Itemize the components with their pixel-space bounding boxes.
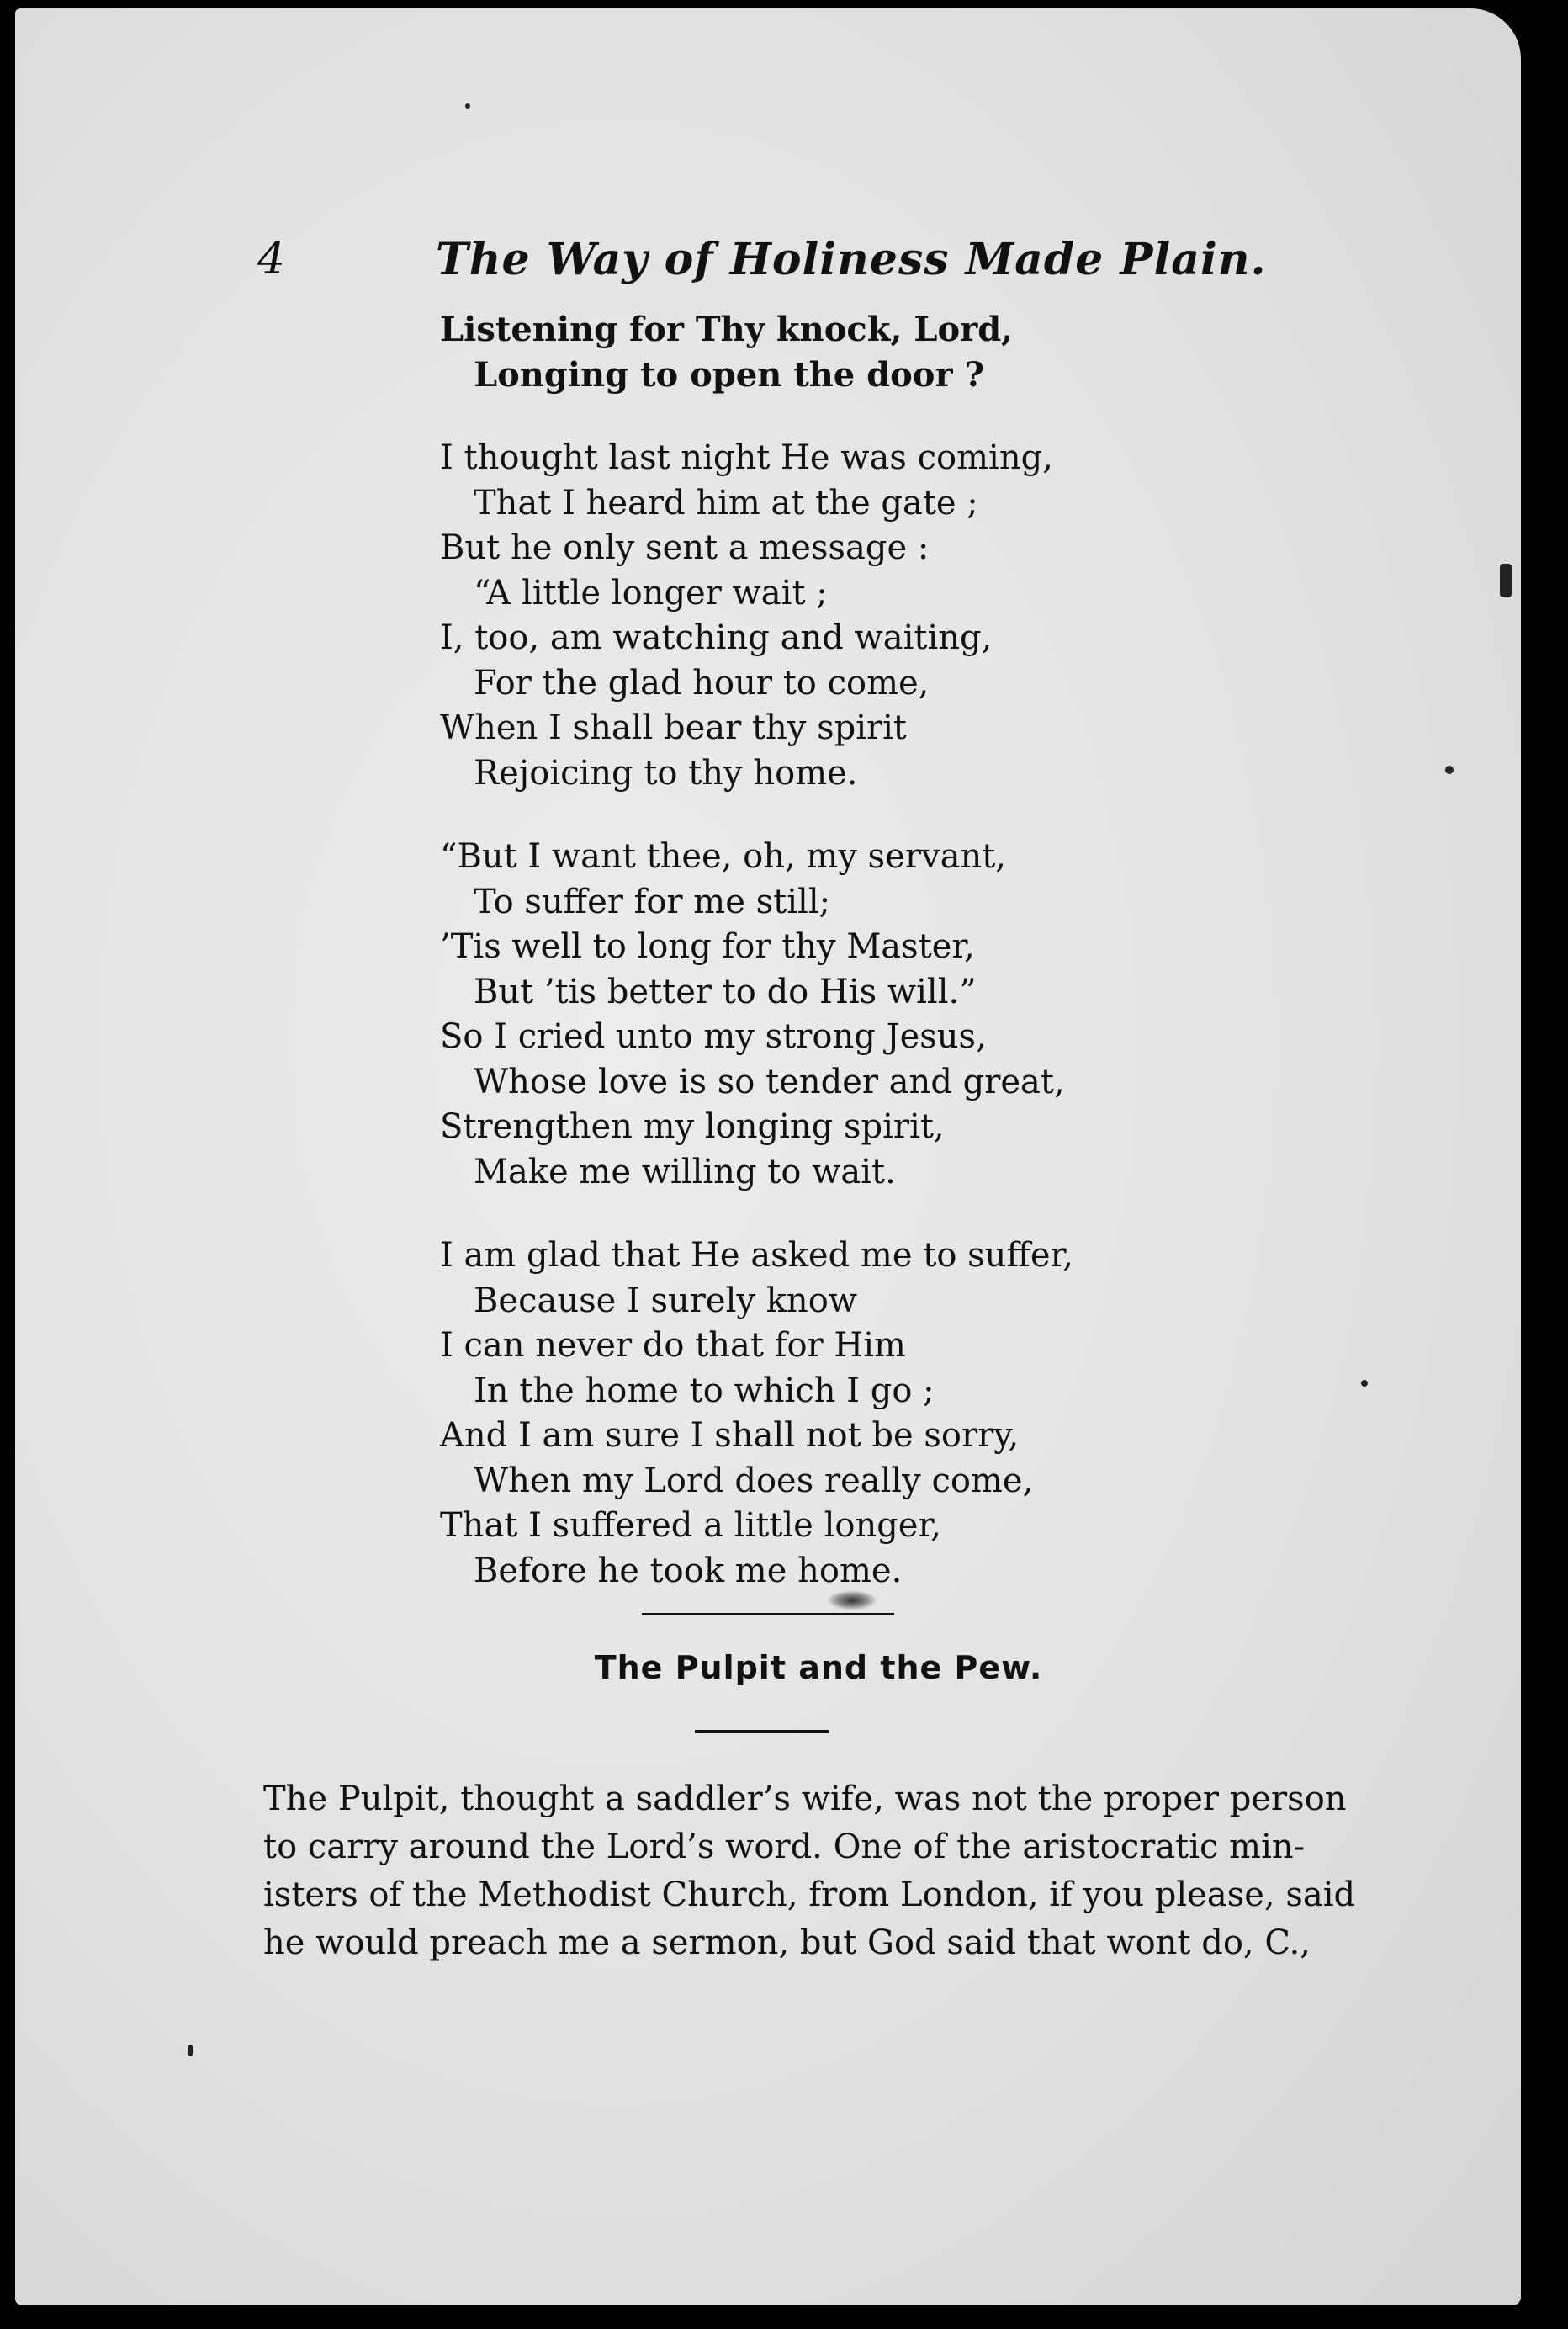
poem-line: But he only sent a message :: [440, 528, 930, 567]
poem-line: I can never do that for Him: [440, 1326, 906, 1365]
poem-line: For the glad hour to come,: [474, 663, 930, 703]
poem-line: Longing to open the door ?: [474, 354, 984, 395]
poem-line: That I heard him at the gate ;: [474, 483, 978, 523]
poem: [440, 307, 1365, 1632]
page-header: [15, 234, 1521, 284]
poem-line: I am glad that He asked me to suffer,: [440, 1236, 1073, 1275]
poem-line: I thought last night He was coming,: [440, 438, 1053, 477]
poem-line: So I cried unto my strong Jesus,: [440, 1017, 987, 1056]
poem-line: I, too, am watching and waiting,: [440, 618, 993, 657]
poem-line: But ’tis better to do His will.”: [474, 972, 977, 1011]
poem-line: Listening for Thy knock, Lord,: [440, 310, 1014, 349]
poem-line: Make me willing to wait.: [474, 1152, 896, 1191]
ornament-smudge: [827, 1590, 877, 1610]
poem-line: When I shall bear thy spirit: [440, 708, 907, 747]
poem-stanza: [440, 835, 1365, 1195]
scanned-page: [15, 8, 1521, 2305]
ink-speck: [465, 103, 470, 109]
poem-line: Strengthen my longing spirit,: [440, 1107, 945, 1146]
prose-line: he would preach me a sermon, but God said that wont do, C.,: [263, 1923, 1311, 1962]
prose-paragraph: [263, 1775, 1356, 1967]
poem-line: “A little longer wait ;: [474, 573, 828, 613]
ink-speck: [1445, 766, 1454, 774]
ink-speck: [188, 2045, 193, 2056]
ink-speck: [1361, 1380, 1368, 1387]
running-title: The Way of Holiness Made Plain.: [436, 234, 1267, 285]
poem-line: Before he took me home.: [474, 1551, 903, 1590]
poem-line: That I suffered a little longer,: [440, 1506, 941, 1545]
prose-line: The Pulpit, thought a saddler’s wife, was not the proper person: [263, 1780, 1347, 1818]
poem-line: To suffer for me still;: [474, 882, 831, 921]
poem-stanza: [440, 436, 1365, 796]
poem-stanza: [440, 1233, 1365, 1594]
poem-line: ’Tis well to long for thy Master,: [440, 927, 975, 966]
section-divider-rule: [642, 1613, 894, 1615]
poem-line: When my Lord does really come,: [474, 1461, 1034, 1500]
poem-line: In the home to which I go ;: [474, 1371, 935, 1410]
section-heading: The Pulpit and the Pew.: [594, 1649, 1043, 1686]
binding-mark: [1500, 564, 1512, 597]
heading-underline-rule: [695, 1730, 829, 1733]
poem-stanza: [440, 307, 1365, 397]
poem-line: Whose love is so tender and great,: [474, 1062, 1065, 1101]
poem-line: Rejoicing to thy home.: [474, 753, 858, 793]
poem-line: Because I surely know: [474, 1281, 858, 1320]
prose-line: isters of the Methodist Church, from London, if you please, said: [263, 1875, 1356, 1914]
prose-line: to carry around the Lord’s word. One of the aristocratic min-: [263, 1828, 1306, 1866]
page-number: 4: [257, 234, 286, 284]
poem-line: And I am sure I shall not be sorry,: [440, 1416, 1020, 1455]
poem-line: “But I want thee, oh, my servant,: [440, 837, 1006, 876]
